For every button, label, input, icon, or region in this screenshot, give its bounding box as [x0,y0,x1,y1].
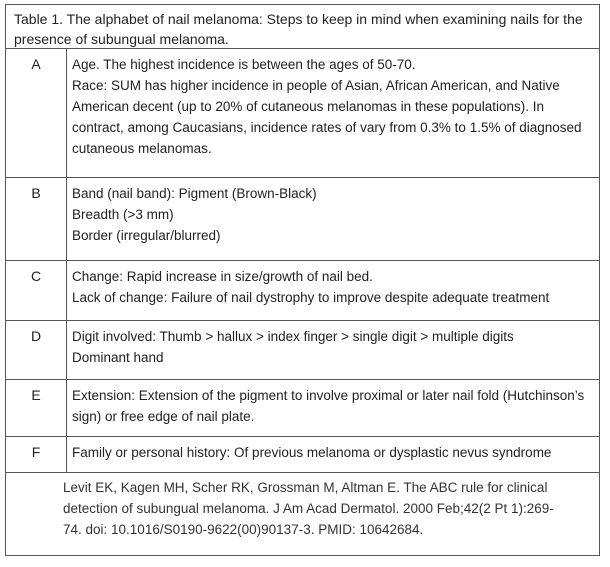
table-caption: Table 1. The alphabet of nail melanoma: Steps to keep in mind when examining nails for the presence of subungual melanoma. [6,5,599,49]
row-line: Race: SUM has higher incidence in people of Asian, African American, and Native American decent (up to 20% of cutaneous melanomas in these populations). In contract, among Caucasians, incidence rates of vary from 0.3% to 1.5% of diagnosed cutaneous melanomas. [72,78,582,156]
row-line: Extension: Extension of the pigment to involve proximal or later nail fold (Hutchinson’s sign) or free edge of nail plate. [72,388,585,424]
row-content [68,380,599,427]
row-line: Family or personal history: Of previous melanoma or dysplastic nevus syndrome [72,445,552,460]
row-line: Border (irregular/blurred) [72,228,221,243]
row-content [68,321,599,368]
table-row-e [6,380,599,437]
row-line: Breadth (>3 mm) [72,207,174,222]
row-line: Change: Rapid increase in size/growth of nail bed. [72,269,373,284]
row-content [68,261,599,308]
row-letter: B [6,178,67,260]
reference-citation: Levit EK, Kagen MH, Scher RK, Grossman M, Altman E. The ABC rule for clinical detection of subungual melanoma. J Am Acad Dermatol. 2000 Feb;42(2 Pt 1):269-74. doi: 10.1016/S0190-9622(00)90137-3. PMID: 10642684. [63,480,554,537]
table-row-f [6,437,599,473]
row-line: Age. The highest incidence is between the ages of 50-70. [72,57,416,72]
row-line: Lack of change: Failure of nail dystrophy to improve despite adequate treatment [72,290,550,305]
row-letter: E [6,380,67,436]
row-letter: A [6,49,67,177]
row-line: Dominant hand [72,350,164,365]
table-row-a [6,49,599,178]
row-letter: F [6,437,67,472]
row-letter: D [6,321,67,379]
table-row-b [6,178,599,261]
row-content [68,49,599,159]
row-line: Band (nail band): Pigment (Brown-Black) [72,186,317,201]
row-letter: C [6,261,67,320]
table-row-c [6,261,599,321]
table-row-d [6,321,599,380]
melanoma-table [5,4,600,556]
row-content [68,178,599,246]
row-content [68,437,599,463]
row-line: Digit involved: Thumb > hallux > index finger > single digit > multiple digits [72,329,514,344]
